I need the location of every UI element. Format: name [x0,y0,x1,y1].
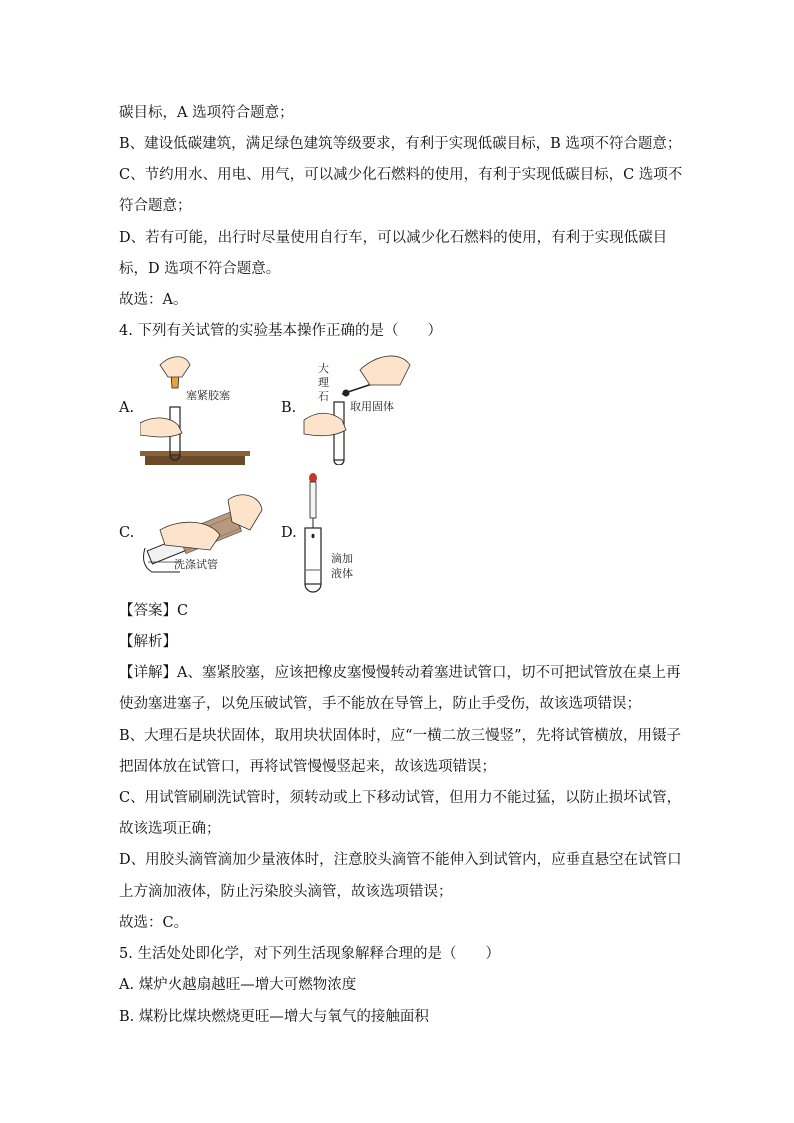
text-line: B、建设低碳建筑，满足绿色建筑等级要求，有利于实现低碳目标，B 选项不符合题意； [119,136,682,152]
caption-add-liquid-1: 滴加 [331,552,353,565]
option-b-label: B. [281,400,297,416]
option-d-label: D. [281,525,297,541]
text-line: 符合题意； [119,198,192,214]
text-line: 标，D 选项不符合题意。 [119,261,281,277]
caption-marble-3: 石 [318,390,329,403]
analysis-line: 【详解】A、塞紧胶塞，应该把橡皮塞慢慢转动着塞进试管口，切不可把试管放在桌上再 [119,665,681,681]
figure-c-wash-tube [140,490,265,580]
text-line: C、节约用水、用电、用气，可以减少化石燃料的使用，有利于实现低碳目标，C 选项不 [119,167,683,183]
analysis-heading: 【解析】 [119,634,177,650]
analysis-line: 使劲塞进塞子，以免压破试管，手不能放在导管上，防止手受伤，故该选项错误； [119,696,641,712]
figure-d-add-liquid [295,470,375,595]
caption-add-liquid-2: 液体 [331,567,353,580]
caption-take-solid: 取用固体 [350,400,394,413]
analysis-line: 故选：C。 [119,915,189,931]
analysis-line: B、大理石是块状固体，取用块状固体时，应“一横二放三慢竖”，先将试管横放，用镊子 [119,728,681,744]
analysis-line: C、用试管刷刷洗试管时，须转动或上下移动试管，但用力不能过猛，以防止损坏试管， [119,790,682,806]
figure-a-insert-stopper [140,355,250,470]
analysis-line: 上方滴加液体，防止污染胶头滴管，故该选项错误； [119,884,453,900]
text-line: 碳目标，A 选项符合题意； [119,105,294,121]
question-5-stem: 5. 生活处处即化学，对下列生活现象解释合理的是（ ） [119,946,500,962]
caption-wash-tube: 洗涤试管 [174,558,218,571]
analysis-line: 故该选项正确； [119,821,221,837]
analysis-line: D、用胶头滴管滴加少量液体时，注意胶头滴管不能伸入到试管内，应垂直悬空在试管口 [119,852,682,868]
caption-marble-1: 大 [318,362,329,375]
figure-b-take-solid [300,350,420,465]
analysis-line: 把固体放在试管口，再将试管慢慢竖起来，故该选项错误； [119,759,496,775]
caption-stopper: 塞紧胶塞 [186,389,230,402]
question-5-option-a: A. 煤炉火越扇越旺—增大可燃物浓度 [119,977,357,993]
answer: 【答案】C [119,603,189,619]
text-line: 故选：A。 [119,292,188,308]
question-4-stem: 4. 下列有关试管的实验基本操作正确的是（ ） [119,323,442,339]
question-5-option-b: B. 煤粉比煤块燃烧更旺—增大与氧气的接触面积 [119,1009,429,1025]
option-c-label: C. [119,525,135,541]
option-a-label: A. [119,400,135,416]
text-line: D、若有可能，出行时尽量使用自行车，可以减少化石燃料的使用，有利于实现低碳目 [119,230,668,246]
caption-marble-2: 理 [318,376,329,389]
